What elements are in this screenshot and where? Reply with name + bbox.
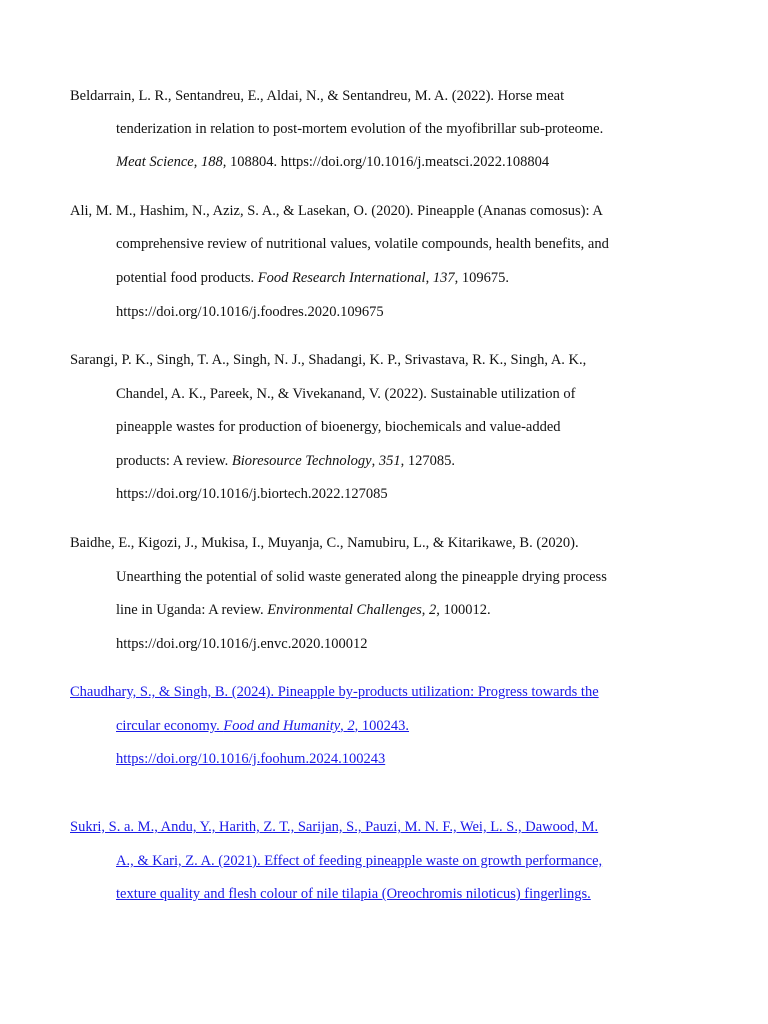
text-run[interactable]: , 100243. <box>354 718 410 734</box>
reference-line <box>70 201 603 221</box>
text-run[interactable]: circular economy. <box>116 718 224 734</box>
italic-run: 188 <box>200 154 223 170</box>
text-run[interactable]: , <box>340 718 348 734</box>
reference-link-line[interactable] <box>116 851 602 871</box>
text-run: https://doi.org/10.1016/j.foodres.2020.109675 <box>116 304 384 320</box>
reference-line <box>70 86 564 106</box>
reference-line <box>116 152 549 172</box>
reference-link-line[interactable] <box>116 716 409 736</box>
text-run[interactable]: Chaudhary, S., & Singh, B. (2024). Pineapple by-products utilization: Progress towards the <box>70 684 599 700</box>
reference-line <box>116 600 491 620</box>
text-run[interactable]: A., & Kari, Z. A. (2021). Effect of feeding pineapple waste on growth performance, <box>116 853 603 869</box>
reference-link-line[interactable] <box>116 749 385 769</box>
text-run: potential food products. <box>116 270 258 286</box>
text-run: Unearthing the potential of solid waste generated along the pineapple drying process <box>116 569 607 585</box>
reference-link-line[interactable] <box>70 682 599 702</box>
reference-line <box>116 484 388 504</box>
text-run: Chandel, A. K., Pareek, N., & Vivekanand, V. (2022). Sustainable utilization of <box>116 386 576 402</box>
reference-link-line[interactable] <box>70 817 598 837</box>
reference-line <box>116 302 384 322</box>
reference-line <box>116 567 607 587</box>
text-run: Baidhe, E., Kigozi, J., Mukisa, I., Muyanja, C., Namubiru, L., & Kitarikawe, B. (2020). <box>70 535 579 551</box>
text-run: , <box>371 453 379 469</box>
text-run: , <box>421 602 430 618</box>
reference-line <box>116 634 367 654</box>
text-run: https://doi.org/10.1016/j.envc.2020.100012 <box>116 636 368 652</box>
italic-run[interactable]: Food and Humanity <box>223 718 341 734</box>
reference-line <box>70 533 579 553</box>
text-run[interactable]: https://doi.org/10.1016/j.foohum.2024.100243 <box>116 751 386 767</box>
text-run[interactable]: Sukri, S. a. M., Andu, Y., Harith, Z. T., Sarijan, S., Pauzi, M. N. F., Wei, L. S., Dawood, M. <box>70 819 599 835</box>
text-run: , <box>193 154 201 170</box>
reference-line <box>116 417 561 437</box>
text-run: line in Uganda: A review. <box>116 602 268 618</box>
italic-run: Environmental Challenges <box>267 602 422 618</box>
text-run: products: A review. <box>116 453 232 469</box>
text-run[interactable]: texture quality and flesh colour of nile tilapia (Oreochromis niloticus) fingerlings. <box>116 886 591 902</box>
text-run: Sarangi, P. K., Singh, T. A., Singh, N. J., Shadangi, K. P., Srivastava, R. K., Singh, A. K., <box>70 352 587 368</box>
text-run: , 109675. <box>454 270 509 286</box>
italic-run[interactable]: 2 <box>347 718 355 734</box>
reference-line <box>116 451 455 471</box>
text-run: , 127085. <box>400 453 455 469</box>
italic-run: Food Research International <box>257 270 426 286</box>
text-run: Ali, M. M., Hashim, N., Aziz, S. A., & Lasekan, O. (2020). Pineapple (Ananas comosus): A <box>70 203 603 219</box>
italic-run: Bioresource Technology <box>231 453 372 469</box>
text-run: Beldarrain, L. R., Sentandreu, E., Aldai, N., & Sentandreu, M. A. (2022). Horse meat <box>70 88 565 104</box>
reference-line <box>116 268 509 288</box>
reference-line <box>70 350 586 370</box>
text-run: comprehensive review of nutritional values, volatile compounds, health benefits, and <box>116 236 609 252</box>
italic-run: 351 <box>378 453 401 469</box>
text-run: , 100012. <box>436 602 491 618</box>
reference-line <box>116 234 609 254</box>
reference-line <box>116 119 603 139</box>
reference-line <box>116 384 575 404</box>
italic-run: 2 <box>429 602 437 618</box>
text-run: pineapple wastes for production of bioenergy, biochemicals and value-added <box>116 419 561 435</box>
text-run: tenderization in relation to post-mortem evolution of the myofibrillar sub-proteome. <box>116 121 604 137</box>
italic-run: Meat Science <box>116 154 194 170</box>
text-run: https://doi.org/10.1016/j.biortech.2022.127085 <box>116 486 388 502</box>
text-run: , 108804. https://doi.org/10.1016/j.meatsci.2022.108804 <box>222 154 550 170</box>
reference-link-line[interactable] <box>116 884 591 904</box>
text-run: , <box>425 270 433 286</box>
italic-run: 137 <box>432 270 455 286</box>
